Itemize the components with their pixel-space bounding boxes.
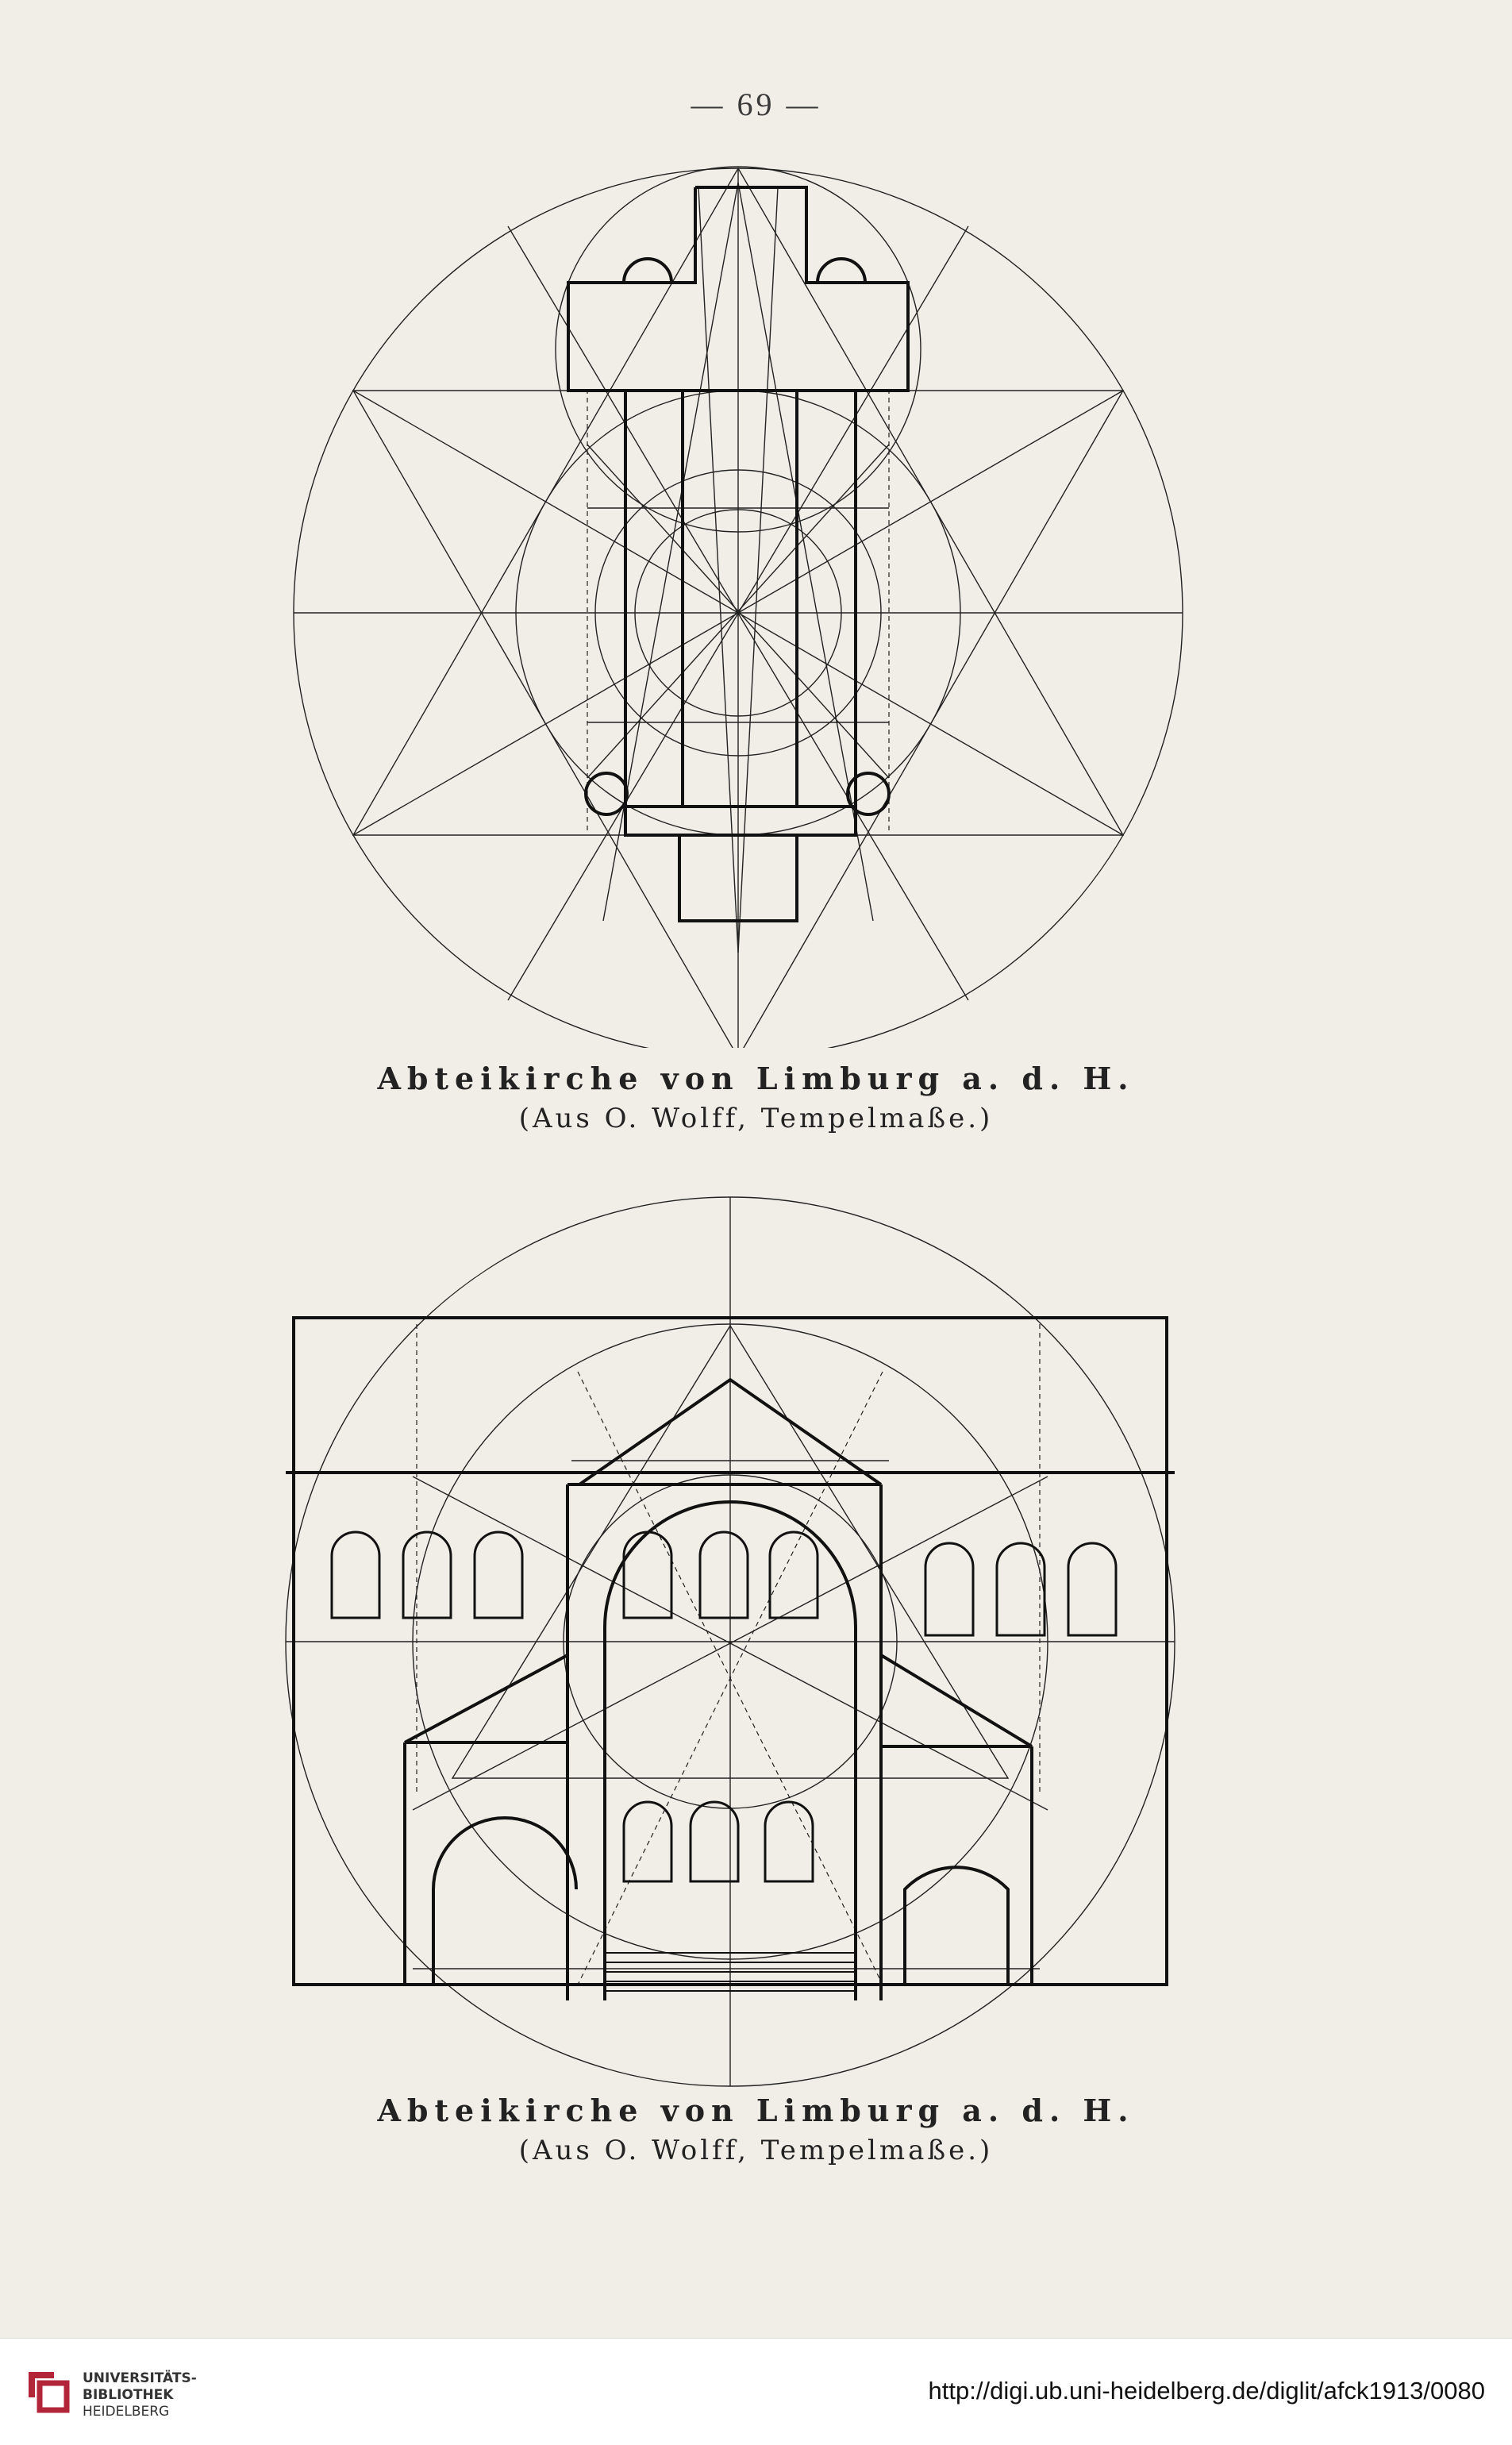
figure-caption-2 xyxy=(0,2093,1512,2166)
caption-source: (Aus O. Wolff, Tempelmaße.) xyxy=(518,2135,994,2166)
library-logo-text: UNIVERSITÄTS- BIBLIOTHEK HEIDELBERG xyxy=(83,2370,197,2420)
library-footer xyxy=(0,2338,1512,2445)
library-logo-icon xyxy=(22,2366,73,2416)
source-url-link[interactable]: http://digi.ub.uni-heidelberg.de/diglit/afck1913/0080 xyxy=(928,2377,1485,2405)
page-number: — 69 — xyxy=(691,87,821,122)
caption-title: Abteikirche von Limburg a. d. H. xyxy=(377,1061,1135,1096)
caption-title: Abteikirche von Limburg a. d. H. xyxy=(377,2093,1135,2128)
caption-source: (Aus O. Wolff, Tempelmaße.) xyxy=(518,1103,994,1134)
